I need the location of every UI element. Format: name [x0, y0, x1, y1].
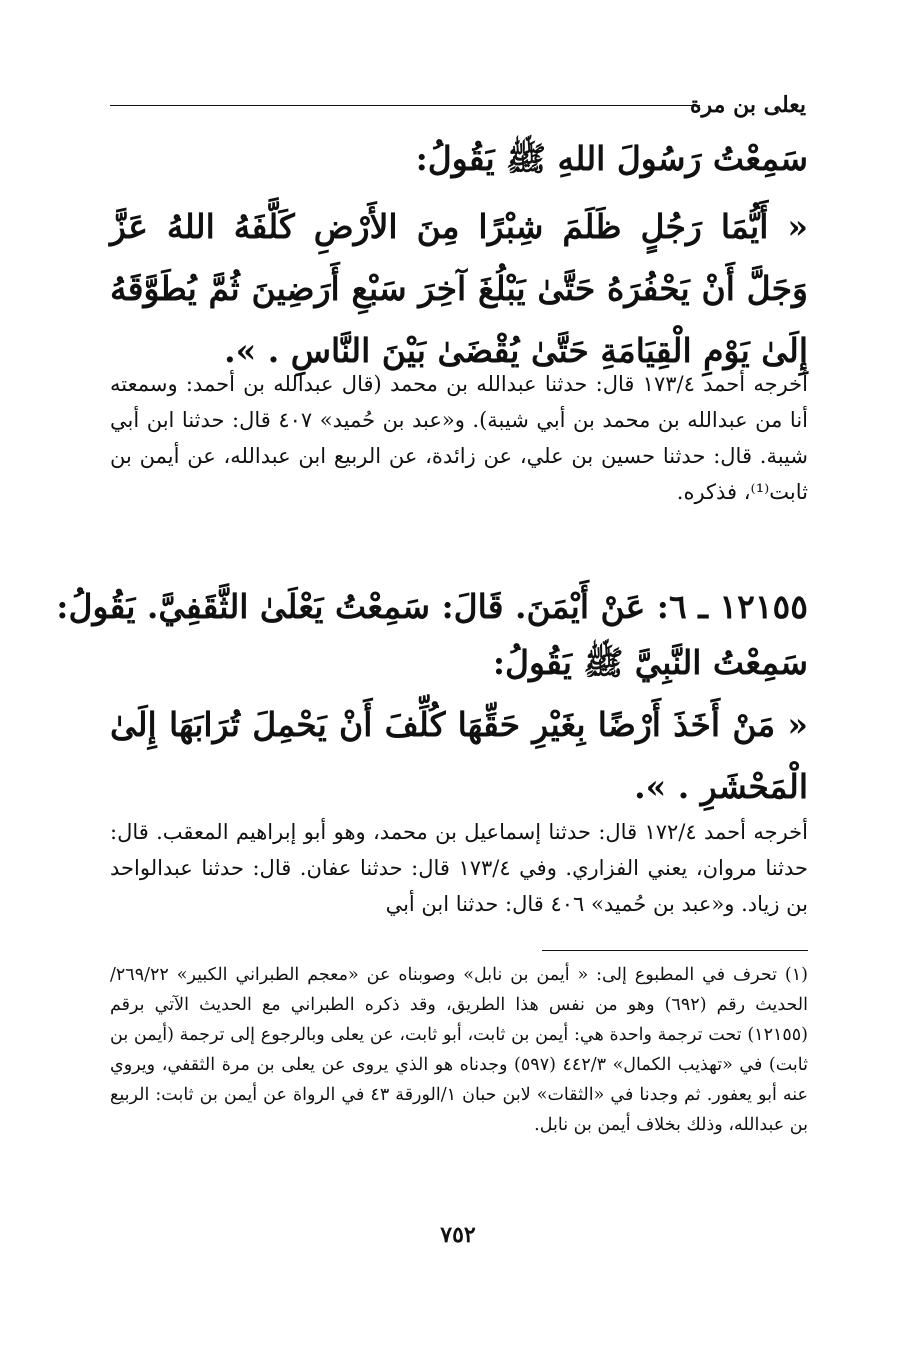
running-header — [110, 92, 806, 122]
footnote-rule — [542, 950, 808, 951]
hadith-1-text: « أَيُّمَا رَجُلٍ ظَلَمَ شِبْرًا مِنَ الأَرْضِ كَلَّفَهُ اللهُ عَزَّ وَجَلَّ أَنْ يَحْفُرَهُ حَتَّىٰ يَبْلُغَ آخِرَ سَبْعِ أَرَضِينَ ثُمَّ يُطَوَّقَهُ إِلَىٰ يَوْمِ الْقِيَامَةِ حَتَّىٰ يُقْضَىٰ بَيْنَ النَّاسِ . ». — [110, 207, 808, 370]
hadith-2-heading: ١٢١٥٥ ـ ٦: عَنْ أَيْمَنَ. قَالَ: سَمِعْتُ يَعْلَىٰ الثَّقَفِيَّ. يَقُولُ: — [56, 587, 808, 626]
header-rule — [110, 105, 700, 106]
page-number: ٧٥٢ — [440, 1222, 476, 1248]
running-title: يعلى بن مرة — [690, 92, 806, 118]
footnote-1: (١) تحرف في المطبوع إلى: « أيمن بن نابل» وصوبناه عن «معجم الطبراني الكبير» ٢٦٩/٢٢/الحديث رقم (٦٩٢) وهو من نفس هذا الطريق، وقد ذكره الطبراني مع الحديث الآتي برقم (١٢١٥٥) تحت ترجمة واحدة هي: أيمن بن ثابت، أبو ثابت، عن يعلى وبالرجوع إلى ترجمة (أيمن بن ثابت) في «تهذيب الكمال» ٤٤٢/٣ (٥٩٧) وجدناه هو الذي يروى عن يعلى بن مرة الثقفي، ويروي عنه أبو يعفور. ثم وجدنا في «الثقات» لابن حبان ١/الورقة ٤٣ في الرواة عن أيمن بن ثابت: الربيع بن عبدالله، وذلك بخلاف أيمن بن نابل. — [110, 965, 808, 1135]
takhrij-2: أخرجه أحمد ١٧٢/٤ قال: حدثنا إسماعيل بن محمد، وهو أبو إبراهيم المعقب. قال: حدثنا مروان، يعني الفزاري. وفي ١٧٣/٤ قال: حدثنا عفان. قال: حدثنا عبدالواحد بن زياد. و«عبد بن حُميد» ٤٠٦ قال: حدثنا ابن أبي — [110, 820, 808, 916]
hadith-1-intro: سَمِعْتُ رَسُولَ اللهِ ﷺ يَقُولُ: — [415, 139, 808, 178]
hadith-2-text: « مَنْ أَخَذَ أَرْضًا بِغَيْرِ حَقِّهَا كُلِّفَ أَنْ يَحْمِلَ تُرَابَهَا إِلَىٰ الْمَحْشَرِ . ». — [110, 705, 808, 806]
takhrij-1: أخرجه أحمد ١٧٣/٤ قال: حدثنا عبدالله بن محمد (قال عبدالله بن أحمد: وسمعته أنا من عبدالله بن محمد بن أبي شيبة). و«عبد بن حُميد» ٤٠٧ قال: حدثنا ابن أبي شيبة. قال: حدثنا حسين بن علي، عن زائدة، عن الربيع ابن عبدالله، عن أيمن بن ثابت⁽¹⁾، فذكره. — [110, 372, 809, 504]
hadith-2-intro: سَمِعْتُ النَّبِيَّ ﷺ يَقُولُ: — [492, 643, 808, 682]
